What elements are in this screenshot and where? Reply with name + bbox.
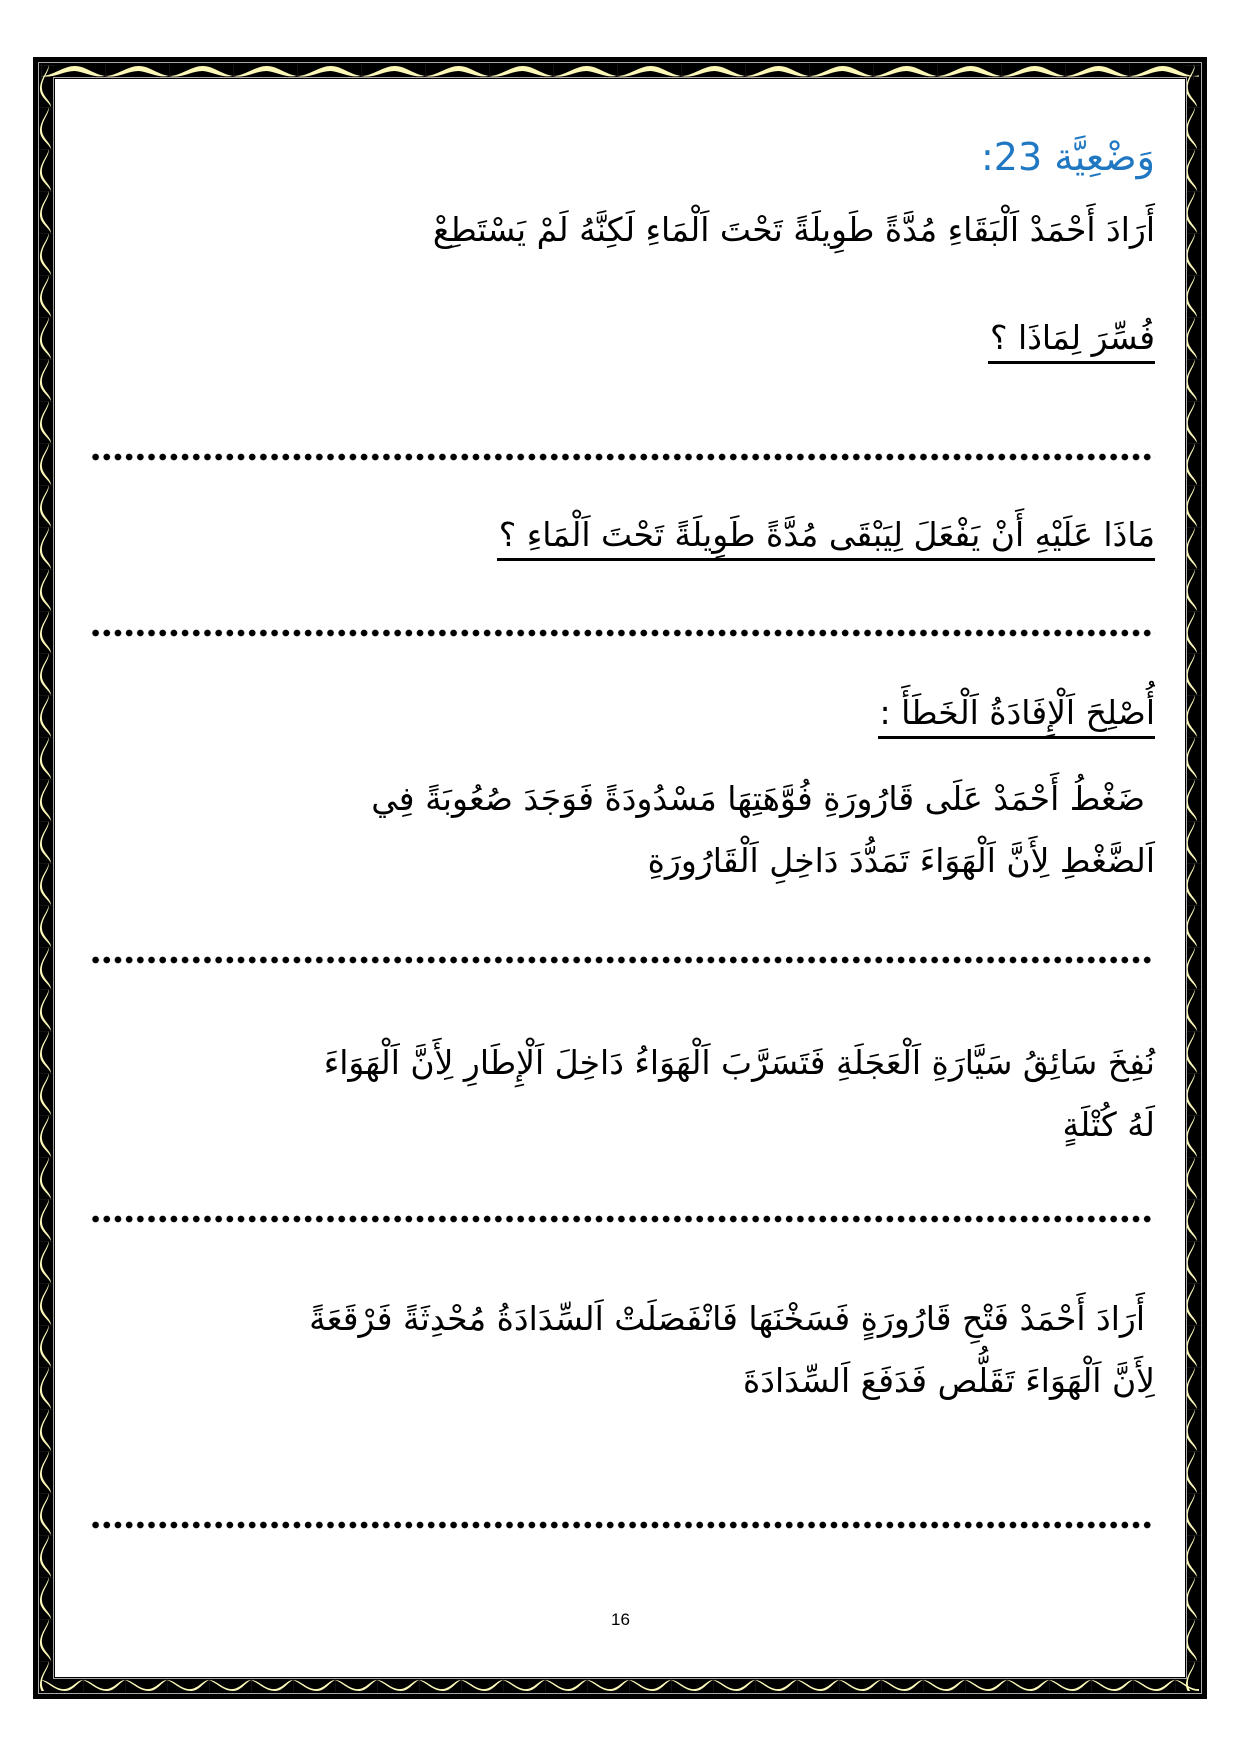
question-2: مَاذَا عَلَيْهِ أَنْ يَفْعَلَ لِيَبْقَى مُدَّةً طَوِيلَةً تَحْتَ اَلْمَاءِ ؟ xyxy=(497,512,1155,561)
answer-line-5[interactable] xyxy=(90,1521,1155,1529)
situation-title: وَضْعِيَّة 23: xyxy=(980,135,1155,179)
intro-text: أَرَادَ أَحْمَدْ اَلْبَقَاءِ مُدَّةً طَوِيلَةً تَحْتَ اَلْمَاءِ لَكِنَّهُ لَمْ يَسْتَطِعْ xyxy=(432,210,1155,249)
worksheet-content xyxy=(90,0,1155,1755)
correction-heading: أُصْلِحَ اَلْإِفَادَةُ اَلْخَطَأَ : xyxy=(878,690,1155,739)
ribbon-border-right xyxy=(1185,65,1201,1691)
statement-2-line-1: نُفِخَ سَائِقُ سَيَّارَةِ اَلْعَجَلَةِ فَتَسَرَّبَ اَلْهَوَاءُ دَاخِلَ اَلْإِطَارِ لِأَنَّ اَلْهَوَاءَ xyxy=(323,1043,1155,1082)
answer-line-1[interactable] xyxy=(90,453,1155,461)
statement-2-line-2: لَهُ كُتْلَةٍ xyxy=(1062,1105,1155,1144)
statement-1-line-2: اَلضَّغْطِ لِأَنَّ اَلْهَوَاءَ تَمَدُّدَ دَاخِلِ اَلْقَارُورَةِ xyxy=(647,841,1155,880)
answer-line-3[interactable] xyxy=(90,956,1155,964)
statement-3 xyxy=(90,1288,1155,1412)
question-1: فُسِّرَ لِمَاذَا ؟ xyxy=(988,315,1155,364)
statement-2 xyxy=(90,1032,1155,1156)
statement-3-line-1: أَرَادَ أَحْمَدْ فَتْحِ قَارُورَةٍ فَسَخْنَهَا فَانْفَصَلَتْ اَلسِّدَادَةُ مُحْدِثَةً فَرْقَعَةً xyxy=(309,1299,1145,1338)
statement-1-line-1: ضَغْطُ أَحْمَدْ عَلَى قَارُورَةِ فُوَّهَتِهَا مَسْدُودَةً فَوَجَدَ صُعُوبَةً فِي xyxy=(371,779,1145,818)
answer-line-4[interactable] xyxy=(90,1215,1155,1223)
statement-3-line-2: لِأَنَّ اَلْهَوَاءَ تَقَلُّص فَدَفَعَ اَلسِّدَادَةَ xyxy=(743,1361,1155,1400)
answer-line-2[interactable] xyxy=(90,629,1155,637)
statement-1 xyxy=(90,768,1155,892)
page-number: 16 xyxy=(611,1610,630,1629)
ribbon-border-left xyxy=(39,65,55,1691)
